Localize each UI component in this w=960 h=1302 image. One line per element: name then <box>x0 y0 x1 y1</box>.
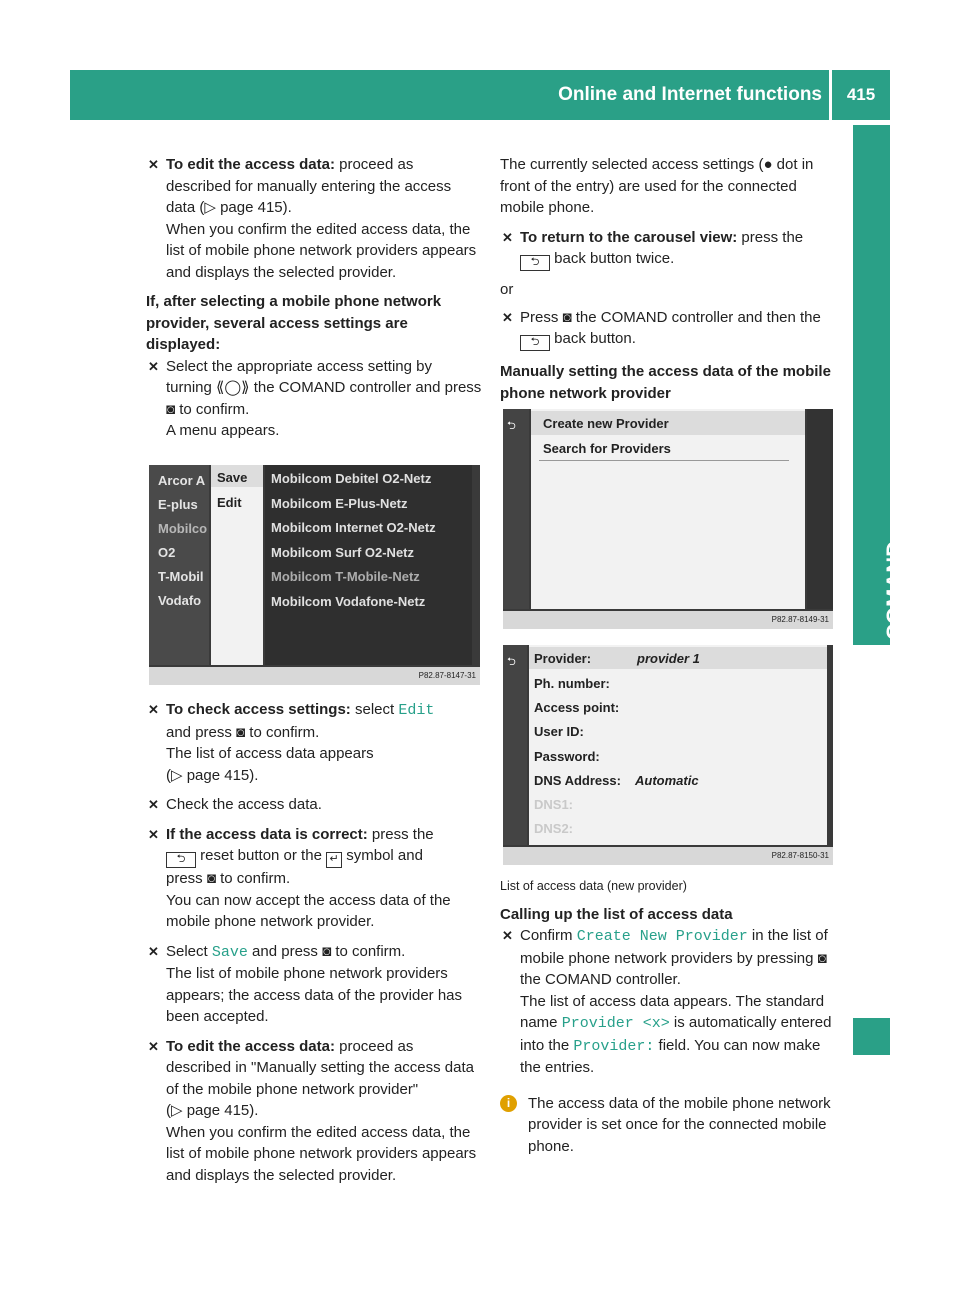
step-text: the COMAND controller. <box>520 971 681 988</box>
field-label-user-id: User ID: <box>534 724 584 739</box>
press-controller-icon: ◙ <box>562 308 572 326</box>
access-data-panel <box>529 645 827 845</box>
display-text-edit: Edit <box>398 702 435 719</box>
step-arrow-icon: ✕ <box>148 358 159 374</box>
press-controller-icon: ◙ <box>322 942 332 960</box>
step-arrow-icon: ✕ <box>148 826 159 842</box>
image-code: P82.87-8147-31 <box>149 667 480 685</box>
step-text: Select <box>166 942 212 960</box>
provider-item: O2 <box>158 545 176 560</box>
field-label-access-point: Access point: <box>534 700 620 715</box>
section-heading: Calling up the list of access data <box>500 905 733 923</box>
image-code: P82.87-8150-31 <box>503 847 833 865</box>
step-text: and press <box>247 942 323 960</box>
side-tab-label-box <box>855 541 907 640</box>
display-text-provider-x: Provider <x> <box>561 1015 670 1032</box>
step-text: the COMAND controller and then the <box>571 308 821 326</box>
turn-controller-icon: ⟪◯⟫ <box>216 379 250 396</box>
step-text: field. You can now make the entries. <box>520 1036 821 1076</box>
back-button-icon: ⮌ <box>520 255 550 271</box>
step-text: to confirm. <box>331 942 406 960</box>
info-icon: i <box>500 1095 517 1112</box>
left-column-lower <box>146 699 482 1194</box>
step-arrow-icon: ✕ <box>148 157 159 172</box>
entry-item: Mobilcom Debitel O2-Netz <box>271 471 432 486</box>
section-heading: If, after selecting a mobile phone network provider, several access settings are displayed: <box>146 293 442 353</box>
info-note <box>500 1093 834 1158</box>
or-text: or <box>500 281 514 298</box>
press-controller-icon: ◙ <box>166 400 176 418</box>
step-text: proceed as described for manually entering the access data ( <box>166 156 452 216</box>
option-create-new-provider: Create new Provider <box>543 416 669 431</box>
step-arrow-icon: ✕ <box>148 702 159 717</box>
step-text: reset button or the <box>196 847 327 864</box>
step-text: When you confirm the edited access data, the list of mobile phone network providers appears and displays the selected provider. <box>166 1123 477 1184</box>
step-edit-access-data-2 <box>146 1036 482 1187</box>
ref-arrow-icon: (▷ <box>166 1102 187 1119</box>
step-text: The list of access data appears <box>166 745 374 762</box>
step-title: If the access data is correct: <box>166 825 368 843</box>
step-arrow-icon: ✕ <box>148 943 159 959</box>
step-return-carousel <box>500 227 834 272</box>
provider-item: Arcor A <box>158 473 206 488</box>
paragraph: The currently selected access settings (● dot in front of the entry) are used for the connected mobile phone. <box>500 156 814 216</box>
field-value-dns-address: Automatic <box>635 773 699 788</box>
screenshot-access-data-list <box>503 645 833 865</box>
step-text: to confirm. <box>175 400 250 418</box>
step-data-correct <box>146 824 482 933</box>
step-text: press the <box>367 825 434 843</box>
option-search-providers: Search for Providers <box>543 441 671 456</box>
display-text-save: Save <box>211 943 248 961</box>
step-text: the COMAND controller and press <box>249 379 482 396</box>
section-heading: Manually setting the access data of the mobile phone network provider <box>500 363 831 402</box>
page-ref: page 415). <box>220 199 292 216</box>
press-controller-icon: ◙ <box>206 870 216 887</box>
menu-item-edit: Edit <box>217 495 242 510</box>
step-arrow-icon: ✕ <box>148 797 159 812</box>
screenshot-provider-options <box>503 409 833 629</box>
step-text: to confirm. <box>245 723 320 741</box>
ref-arrow-icon: (▷ <box>166 766 187 784</box>
entry-item: Mobilcom T-Mobile-Netz <box>271 569 420 584</box>
right-column-lower <box>500 876 834 1157</box>
back-icon: ⮌ <box>507 656 516 668</box>
step-text: back button. <box>550 330 636 347</box>
step-text: Check the access data. <box>166 796 322 813</box>
press-controller-icon: ◙ <box>817 949 827 967</box>
step-confirm-create-provider <box>500 925 834 1079</box>
field-label-dns1: DNS1: <box>534 797 574 812</box>
step-title: To edit the access data: <box>166 156 335 173</box>
display-text-create-new-provider: Create New Provider <box>576 928 748 945</box>
step-text: Press <box>520 308 563 326</box>
field-label-dns-address: DNS Address: <box>534 773 621 788</box>
step-title: To check access settings: <box>166 701 351 718</box>
step-text: press the <box>737 228 804 246</box>
entry-item: Mobilcom Internet O2-Netz <box>271 520 436 535</box>
back-symbol-icon: ↵ <box>326 852 342 868</box>
step-text: Select the appropriate access setting by turning <box>166 357 432 396</box>
back-icon: ⮌ <box>507 420 516 432</box>
page-ref: page 415). <box>186 1102 259 1119</box>
page-ref: page 415). <box>186 766 259 784</box>
step-title: To edit the access data: <box>166 1037 335 1055</box>
provider-list-panel <box>149 465 209 665</box>
step-title: To return to the carousel view: <box>520 228 738 246</box>
step-text: When you confirm the edited access data, the list of mobile phone network providers appears and displays the selected provider. <box>166 220 477 281</box>
step-press-controller <box>500 307 834 352</box>
step-arrow-icon: ✕ <box>502 309 513 325</box>
options-panel <box>531 409 805 609</box>
left-column <box>146 154 482 450</box>
step-text: You can now accept the access data of the mobile phone network provider. <box>166 891 451 930</box>
side-tab-label: COMAND <box>882 541 907 640</box>
screenshot-access-settings-menu <box>149 465 480 685</box>
step-check-access-settings <box>146 699 482 786</box>
step-arrow-icon: ✕ <box>502 229 513 245</box>
step-text: Confirm <box>520 927 577 944</box>
right-column <box>500 154 834 404</box>
page-title: Online and Internet functions <box>558 84 822 105</box>
step-text: back button twice. <box>550 250 675 267</box>
screen-left-strip <box>503 645 527 845</box>
side-tab-marker <box>853 1018 890 1055</box>
step-text: select <box>350 701 399 718</box>
step-text: is automatically entered into the <box>520 1014 832 1054</box>
provider-item: T-Mobil <box>158 569 204 584</box>
step-arrow-icon: ✕ <box>148 1038 159 1054</box>
ref-arrow-icon: ▷ <box>204 199 221 216</box>
display-text-provider-field: Provider: <box>573 1037 655 1055</box>
step-text: The list of access data appears. The standard name <box>520 992 825 1031</box>
field-label-dns2: DNS2: <box>534 821 574 836</box>
step-check-data <box>146 794 482 816</box>
step-text: and press <box>166 723 237 741</box>
field-label-provider: Provider: <box>534 651 592 666</box>
back-button-icon: ⮌ <box>520 335 550 351</box>
step-text: symbol and <box>342 847 423 864</box>
field-label-password: Password: <box>534 749 600 764</box>
step-select-save <box>146 941 482 1028</box>
step-text: The list of mobile phone network providers appears; the access data of the provider has been accepted. <box>166 965 463 1025</box>
screen-right-strip <box>807 409 833 609</box>
entry-item: Mobilcom Surf O2-Netz <box>271 545 415 560</box>
menu-item-save: Save <box>217 470 248 485</box>
page-number: 415 <box>846 85 876 104</box>
step-text: A menu appears. <box>166 422 280 439</box>
step-text: to confirm. <box>215 870 291 887</box>
step-text: in the list of mobile phone network providers by pressing <box>520 927 828 967</box>
back-button-icon: ⮌ <box>166 852 196 868</box>
step-text: press <box>166 870 207 887</box>
step-arrow-icon: ✕ <box>502 928 513 943</box>
entry-item: Mobilcom E-Plus-Netz <box>271 496 408 511</box>
step-edit-access-data <box>146 154 482 283</box>
entry-item: Mobilcom Vodafone-Netz <box>271 594 426 609</box>
field-label-phone: Ph. number: <box>534 676 610 691</box>
image-code: P82.87-8149-31 <box>503 611 833 629</box>
option-divider <box>539 460 789 461</box>
image-caption: List of access data (new provider) <box>500 879 687 893</box>
provider-item: E-plus <box>158 497 198 512</box>
entry-list-panel <box>265 465 472 665</box>
step-select-access-setting <box>146 356 482 442</box>
info-text: The access data of the mobile phone network provider is set once for the connected mobile phone. <box>528 1094 831 1155</box>
provider-item: Mobilco <box>158 521 208 536</box>
provider-item: Vodafo <box>158 593 202 608</box>
field-value-provider: provider 1 <box>637 651 700 666</box>
screen-left-strip <box>503 409 529 609</box>
press-controller-icon: ◙ <box>236 723 246 741</box>
step-text: proceed as described in "Manually setting the access data of the mobile phone network provider" <box>166 1037 474 1098</box>
